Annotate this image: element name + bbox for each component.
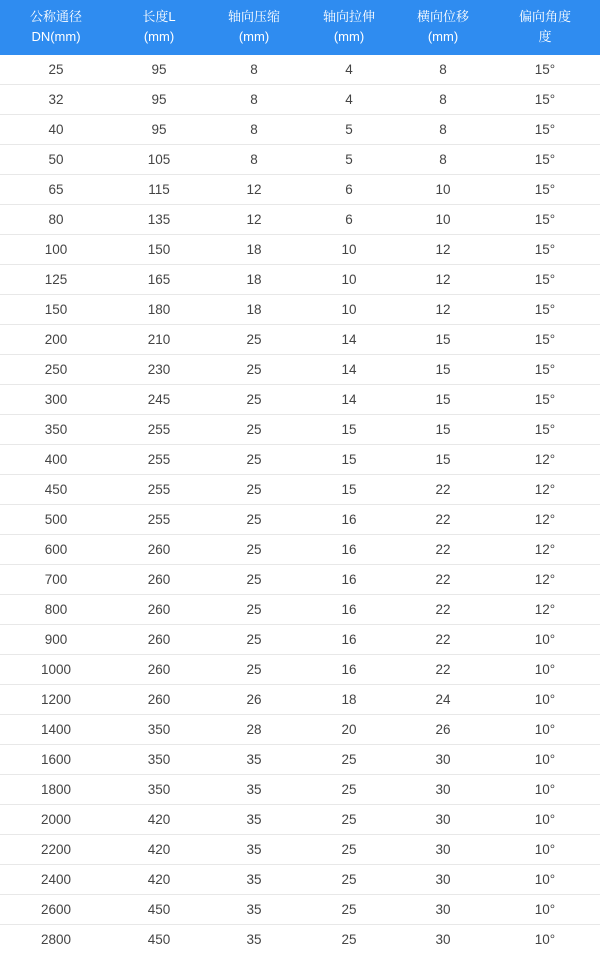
table-cell: 18 (206, 295, 302, 325)
table-cell: 210 (112, 325, 206, 355)
table-cell: 255 (112, 415, 206, 445)
table-cell: 35 (206, 895, 302, 925)
table-cell: 15° (490, 385, 600, 415)
table-cell: 10° (490, 775, 600, 805)
table-cell: 22 (396, 475, 490, 505)
table-cell: 12 (206, 175, 302, 205)
table-cell: 180 (112, 295, 206, 325)
table-row (0, 715, 600, 745)
table-cell: 25 (206, 505, 302, 535)
table-cell: 8 (396, 115, 490, 145)
table-cell: 22 (396, 655, 490, 685)
table-cell: 14 (302, 355, 396, 385)
table-cell: 16 (302, 655, 396, 685)
table-cell: 95 (112, 55, 206, 85)
table-row (0, 85, 600, 115)
table-cell: 10 (302, 265, 396, 295)
table-cell: 350 (0, 415, 112, 445)
table-cell: 25 (302, 835, 396, 865)
table-cell: 5 (302, 145, 396, 175)
table-cell: 400 (0, 445, 112, 475)
table-row (0, 565, 600, 595)
column-header-line-2: DN(mm) (0, 27, 112, 47)
table-cell: 15 (302, 445, 396, 475)
table-cell: 22 (396, 565, 490, 595)
table-cell: 25 (206, 535, 302, 565)
table-cell: 6 (302, 205, 396, 235)
table-cell: 26 (206, 685, 302, 715)
column-header-line-2: (mm) (206, 27, 302, 47)
table-cell: 30 (396, 745, 490, 775)
table-cell: 600 (0, 535, 112, 565)
table-cell: 125 (0, 265, 112, 295)
table-row (0, 535, 600, 565)
column-header-line-1: 轴向压缩 (206, 7, 302, 27)
table-row (0, 595, 600, 625)
column-header-axial-extension (302, 0, 396, 55)
table-cell: 200 (0, 325, 112, 355)
table-cell: 12 (206, 205, 302, 235)
table-cell: 25 (206, 385, 302, 415)
table-cell: 350 (112, 715, 206, 745)
table-cell: 420 (112, 865, 206, 895)
table-row (0, 145, 600, 175)
table-cell: 8 (206, 85, 302, 115)
table-cell: 28 (206, 715, 302, 745)
table-cell: 25 (206, 655, 302, 685)
table-cell: 260 (112, 625, 206, 655)
table-cell: 8 (396, 85, 490, 115)
table-cell: 150 (0, 295, 112, 325)
table-row (0, 685, 600, 715)
table-cell: 500 (0, 505, 112, 535)
table-cell: 255 (112, 505, 206, 535)
table-cell: 25 (0, 55, 112, 85)
table-cell: 25 (206, 565, 302, 595)
table-cell: 12° (490, 445, 600, 475)
table-cell: 95 (112, 85, 206, 115)
column-header-line-2: (mm) (396, 27, 490, 47)
table-cell: 8 (206, 115, 302, 145)
table-cell: 22 (396, 535, 490, 565)
table-cell: 260 (112, 535, 206, 565)
table-cell: 450 (112, 925, 206, 954)
table-cell: 35 (206, 925, 302, 954)
table-cell: 14 (302, 325, 396, 355)
table-cell: 24 (396, 685, 490, 715)
table-cell: 1800 (0, 775, 112, 805)
table-cell: 350 (112, 775, 206, 805)
table-cell: 30 (396, 925, 490, 954)
table-cell: 35 (206, 835, 302, 865)
table-row (0, 475, 600, 505)
table-row (0, 55, 600, 85)
table-cell: 22 (396, 505, 490, 535)
table-cell: 25 (206, 325, 302, 355)
table-cell: 15° (490, 85, 600, 115)
table-cell: 245 (112, 385, 206, 415)
table-cell: 2000 (0, 805, 112, 835)
table-header-row (0, 0, 600, 55)
table-cell: 10° (490, 805, 600, 835)
table-cell: 80 (0, 205, 112, 235)
table-cell: 25 (206, 355, 302, 385)
table-cell: 4 (302, 85, 396, 115)
table-body (0, 55, 600, 954)
table-cell: 800 (0, 595, 112, 625)
column-header-line-2: (mm) (112, 27, 206, 47)
table-cell: 15° (490, 145, 600, 175)
table-row (0, 865, 600, 895)
table-cell: 25 (206, 475, 302, 505)
table-row (0, 325, 600, 355)
table-cell: 12 (396, 265, 490, 295)
table-cell: 15 (396, 445, 490, 475)
table-cell: 700 (0, 565, 112, 595)
table-cell: 12 (396, 295, 490, 325)
table-row (0, 295, 600, 325)
table-cell: 10° (490, 715, 600, 745)
table-cell: 14 (302, 385, 396, 415)
table-cell: 10° (490, 625, 600, 655)
column-header-line-1: 长度L (112, 7, 206, 27)
table-cell: 10° (490, 865, 600, 895)
table-cell: 22 (396, 625, 490, 655)
table-header (0, 0, 600, 55)
table-cell: 255 (112, 475, 206, 505)
table-cell: 15 (396, 325, 490, 355)
table-cell: 50 (0, 145, 112, 175)
table-cell: 35 (206, 775, 302, 805)
table-cell: 16 (302, 565, 396, 595)
table-cell: 15° (490, 295, 600, 325)
table-cell: 25 (206, 595, 302, 625)
table-row (0, 415, 600, 445)
table-cell: 16 (302, 625, 396, 655)
table-row (0, 655, 600, 685)
table-cell: 25 (302, 805, 396, 835)
table-cell: 260 (112, 595, 206, 625)
table-cell: 30 (396, 775, 490, 805)
table-cell: 15° (490, 355, 600, 385)
table-cell: 15° (490, 415, 600, 445)
table-cell: 10° (490, 745, 600, 775)
table-cell: 8 (396, 145, 490, 175)
table-cell: 230 (112, 355, 206, 385)
table-cell: 5 (302, 115, 396, 145)
table-cell: 10 (302, 235, 396, 265)
table-row (0, 445, 600, 475)
table-row (0, 835, 600, 865)
table-cell: 16 (302, 505, 396, 535)
table-cell: 8 (206, 55, 302, 85)
table-cell: 420 (112, 805, 206, 835)
table-cell: 255 (112, 445, 206, 475)
table-cell: 15 (396, 415, 490, 445)
table-cell: 2600 (0, 895, 112, 925)
table-cell: 115 (112, 175, 206, 205)
table-cell: 16 (302, 535, 396, 565)
table-cell: 30 (396, 835, 490, 865)
table-row (0, 895, 600, 925)
table-cell: 15 (396, 385, 490, 415)
table-cell: 25 (206, 415, 302, 445)
table-cell: 25 (206, 625, 302, 655)
table-cell: 65 (0, 175, 112, 205)
table-cell: 12° (490, 565, 600, 595)
table-cell: 12° (490, 505, 600, 535)
table-cell: 2800 (0, 925, 112, 954)
table-cell: 10° (490, 895, 600, 925)
table-row (0, 745, 600, 775)
table-cell: 15° (490, 55, 600, 85)
table-cell: 12° (490, 595, 600, 625)
table-cell: 25 (302, 775, 396, 805)
table-cell: 10 (396, 175, 490, 205)
table-cell: 30 (396, 865, 490, 895)
table-row (0, 175, 600, 205)
table-cell: 350 (112, 745, 206, 775)
table-cell: 35 (206, 865, 302, 895)
column-header-axial-compression (206, 0, 302, 55)
table-row (0, 925, 600, 954)
table-cell: 30 (396, 895, 490, 925)
table-cell: 260 (112, 565, 206, 595)
table-cell: 25 (302, 895, 396, 925)
table-cell: 30 (396, 805, 490, 835)
table-cell: 8 (206, 145, 302, 175)
table-cell: 15 (302, 475, 396, 505)
table-row (0, 265, 600, 295)
column-header-line-1: 轴向拉伸 (302, 7, 396, 27)
table-cell: 12 (396, 235, 490, 265)
table-cell: 450 (0, 475, 112, 505)
table-row (0, 385, 600, 415)
table-cell: 25 (206, 445, 302, 475)
table-cell: 10 (302, 295, 396, 325)
column-header-line-2: (mm) (302, 27, 396, 47)
table-cell: 4 (302, 55, 396, 85)
table-cell: 8 (396, 55, 490, 85)
table-cell: 10° (490, 835, 600, 865)
table-cell: 250 (0, 355, 112, 385)
table-cell: 2400 (0, 865, 112, 895)
table-cell: 16 (302, 595, 396, 625)
table-cell: 10 (396, 205, 490, 235)
table-cell: 10° (490, 685, 600, 715)
table-cell: 20 (302, 715, 396, 745)
table-cell: 1200 (0, 685, 112, 715)
table-cell: 105 (112, 145, 206, 175)
table-cell: 12° (490, 475, 600, 505)
table-row (0, 625, 600, 655)
table-cell: 900 (0, 625, 112, 655)
column-header-line-1: 偏向角度 (490, 7, 600, 27)
table-cell: 6 (302, 175, 396, 205)
table-cell: 15° (490, 235, 600, 265)
table-cell: 18 (206, 265, 302, 295)
table-cell: 1000 (0, 655, 112, 685)
table-cell: 2200 (0, 835, 112, 865)
table-cell: 420 (112, 835, 206, 865)
table-cell: 1400 (0, 715, 112, 745)
table-cell: 35 (206, 805, 302, 835)
table-cell: 25 (302, 925, 396, 954)
table-row (0, 805, 600, 835)
table-cell: 260 (112, 655, 206, 685)
column-header-deflection-angle (490, 0, 600, 55)
table-cell: 15° (490, 115, 600, 145)
table-cell: 165 (112, 265, 206, 295)
table-row (0, 115, 600, 145)
table-cell: 300 (0, 385, 112, 415)
table-cell: 135 (112, 205, 206, 235)
table-cell: 15° (490, 175, 600, 205)
table-cell: 10° (490, 925, 600, 954)
column-header-line-2: 度 (490, 27, 600, 47)
column-header-length (112, 0, 206, 55)
table-cell: 32 (0, 85, 112, 115)
table-cell: 100 (0, 235, 112, 265)
column-header-nominal-diameter (0, 0, 112, 55)
table-row (0, 505, 600, 535)
table-cell: 15° (490, 325, 600, 355)
table-cell: 15° (490, 205, 600, 235)
table-row (0, 775, 600, 805)
table-cell: 150 (112, 235, 206, 265)
table-cell: 40 (0, 115, 112, 145)
table-cell: 260 (112, 685, 206, 715)
column-header-lateral-displacement (396, 0, 490, 55)
table-cell: 35 (206, 745, 302, 775)
table-cell: 450 (112, 895, 206, 925)
table-cell: 25 (302, 745, 396, 775)
table-cell: 10° (490, 655, 600, 685)
table-cell: 26 (396, 715, 490, 745)
table-row (0, 235, 600, 265)
table-cell: 15° (490, 265, 600, 295)
table-row (0, 205, 600, 235)
table-cell: 25 (302, 865, 396, 895)
table-cell: 18 (206, 235, 302, 265)
table-cell: 15 (396, 355, 490, 385)
table-cell: 18 (302, 685, 396, 715)
column-header-line-1: 横向位移 (396, 7, 490, 27)
table-cell: 12° (490, 535, 600, 565)
table-row (0, 355, 600, 385)
table-cell: 95 (112, 115, 206, 145)
column-header-line-1: 公称通径 (0, 7, 112, 27)
table-cell: 1600 (0, 745, 112, 775)
table-cell: 15 (302, 415, 396, 445)
table-cell: 22 (396, 595, 490, 625)
